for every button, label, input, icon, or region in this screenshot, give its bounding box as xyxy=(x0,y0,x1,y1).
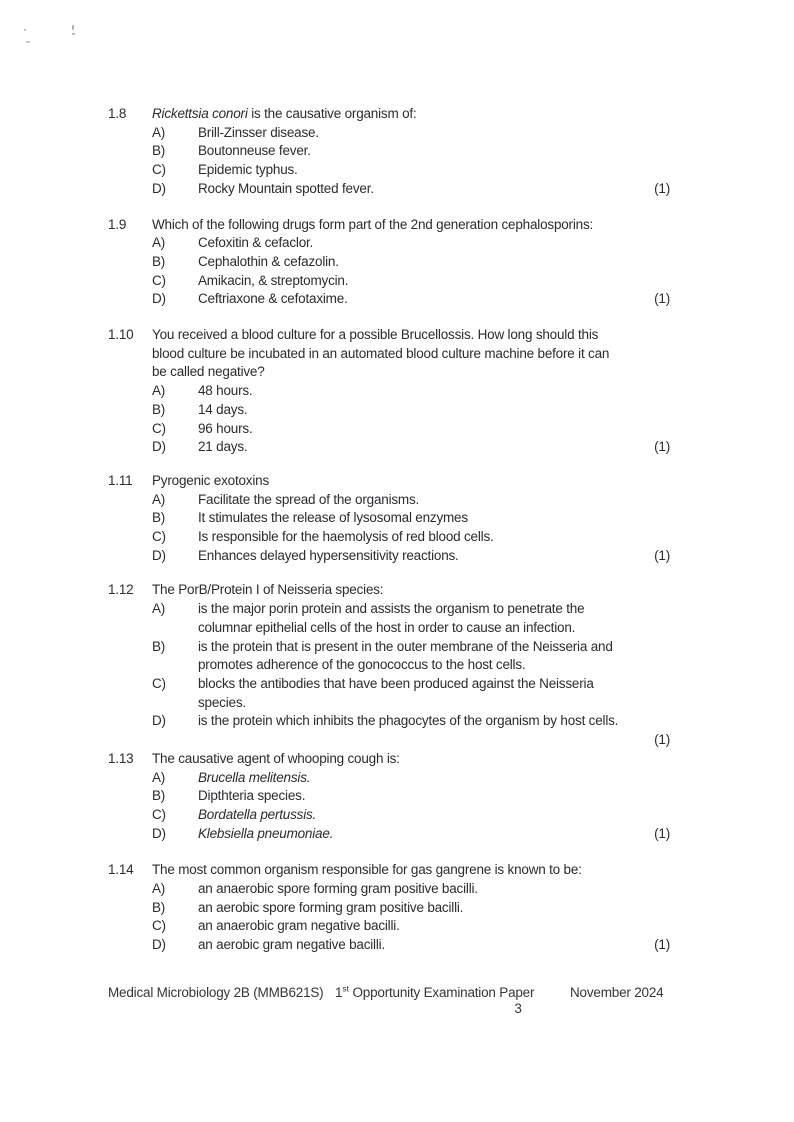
option-B xyxy=(152,899,670,918)
option-text xyxy=(198,161,670,180)
option-text-line: Amikacin, & streptomycin. xyxy=(198,272,349,288)
stem-line xyxy=(152,216,670,235)
option-text-line: an aerobic gram negative bacilli. xyxy=(198,937,386,953)
option-letter: B) xyxy=(152,788,166,804)
option-text xyxy=(198,234,670,253)
scan-artifact xyxy=(72,33,75,35)
question-1.12 xyxy=(108,581,670,749)
option-text-line: blocks the antibodies that have been produced against the Neisseria xyxy=(198,675,594,691)
option-A xyxy=(152,491,670,510)
option-C xyxy=(152,528,670,547)
option-letter: C) xyxy=(152,420,166,436)
option-text-line: columnar epithelial cells of the host in order to cause an infection. xyxy=(198,619,576,635)
option-text xyxy=(198,675,670,712)
question-number: 1.11 xyxy=(108,472,133,488)
stem-line xyxy=(152,326,670,345)
option-text xyxy=(198,825,670,844)
option-text-line: an anaerobic spore forming gram positive bacilli. xyxy=(198,881,478,897)
stem-segment: Which of the following drugs form part of the 2nd generation cephalosporins: xyxy=(152,216,594,232)
option-A xyxy=(152,880,670,899)
question-1.10 xyxy=(108,326,670,457)
stem-segment: is the causative organism of: xyxy=(247,106,417,121)
option-text-line: 96 hours. xyxy=(198,420,253,436)
question-stem xyxy=(152,472,670,491)
ordinal-suffix: st xyxy=(342,983,349,994)
question-number: 1.9 xyxy=(108,216,127,232)
option-text-line: Bordatella pertussis. xyxy=(198,806,317,822)
option-text xyxy=(198,180,670,199)
stem-segment: The most common organism responsible for gas gangrene is known to be: xyxy=(152,862,582,878)
marks-badge: (1) xyxy=(654,180,670,196)
stem-segment: Pyrogenic exotoxins xyxy=(152,472,270,488)
option-text xyxy=(198,787,670,806)
option-D xyxy=(152,712,670,731)
question-body xyxy=(152,861,670,955)
stem-segment: blood culture be incubated in an automated blood culture machine before it can xyxy=(152,345,610,361)
option-text xyxy=(198,712,670,731)
option-letter: B) xyxy=(152,401,166,417)
question-1.8 xyxy=(108,105,670,199)
option-C xyxy=(152,917,670,936)
marks-row xyxy=(152,731,670,750)
option-text-line: It stimulates the release of lysosomal enzymes xyxy=(198,510,468,526)
scan-artifact xyxy=(72,25,74,30)
question-stem xyxy=(152,326,670,382)
option-text xyxy=(198,899,670,918)
option-text xyxy=(198,547,670,566)
option-A xyxy=(152,382,670,401)
option-letter: B) xyxy=(152,143,166,159)
option-letter: A) xyxy=(152,124,166,140)
option-A xyxy=(152,234,670,253)
option-B xyxy=(152,787,670,806)
stem-line xyxy=(152,581,670,600)
option-B xyxy=(152,401,670,420)
question-number: 1.13 xyxy=(108,750,134,766)
option-letter: D) xyxy=(152,439,166,455)
option-C xyxy=(152,272,670,291)
option-text xyxy=(198,272,670,291)
option-text xyxy=(198,401,670,420)
stem-line xyxy=(152,345,670,364)
option-text-line: 21 days. xyxy=(198,439,248,455)
paper-label-text: Opportunity Examination Paper xyxy=(348,985,535,1000)
marks-badge: (1) xyxy=(654,732,670,748)
scan-artifact xyxy=(24,29,26,31)
option-text-line: is the protein which inhibits the phagocytes of the organism by host cells. xyxy=(198,713,619,729)
option-text xyxy=(198,382,670,401)
option-letter: D) xyxy=(152,713,166,729)
option-text-line: species. xyxy=(198,694,246,710)
option-text xyxy=(198,806,670,825)
option-C xyxy=(152,806,670,825)
marks-badge: (1) xyxy=(654,291,670,307)
option-letter: C) xyxy=(152,675,166,691)
option-C xyxy=(152,420,670,439)
question-body xyxy=(152,581,670,749)
option-letter: C) xyxy=(152,272,166,288)
question-body xyxy=(152,105,670,199)
question-number: 1.12 xyxy=(108,582,134,598)
marks-badge: (1) xyxy=(654,937,670,953)
option-letter: C) xyxy=(152,162,166,178)
question-1.14 xyxy=(108,861,670,955)
option-text xyxy=(198,142,670,161)
option-B xyxy=(152,509,670,528)
option-text-line: Ceftriaxone & cefotaxime. xyxy=(198,291,348,307)
stem-line xyxy=(152,105,670,124)
option-text xyxy=(198,638,670,675)
question-1.9 xyxy=(108,216,670,310)
question-number: 1.14 xyxy=(108,862,134,878)
option-letter: A) xyxy=(152,881,166,897)
option-D xyxy=(152,825,670,844)
option-D xyxy=(152,180,670,199)
question-stem xyxy=(152,750,670,769)
option-A xyxy=(152,600,670,637)
question-stem xyxy=(152,581,670,600)
option-text-line: Facilitate the spread of the organisms. xyxy=(198,491,420,507)
option-text-line: an aerobic spore forming gram positive bacilli. xyxy=(198,899,464,915)
option-text xyxy=(198,290,670,309)
option-C xyxy=(152,161,670,180)
question-body xyxy=(152,472,670,566)
paper-ordinal-number: 1 xyxy=(335,985,343,1000)
stem-line xyxy=(152,472,670,491)
question-stem xyxy=(152,216,670,235)
option-text xyxy=(198,124,670,143)
option-text xyxy=(198,600,670,637)
option-text-line: 48 hours. xyxy=(198,383,253,399)
question-stem xyxy=(152,105,670,124)
stem-segment: The causative agent of whooping cough is: xyxy=(152,750,400,766)
option-text xyxy=(198,438,670,457)
option-text-line: Rocky Mountain spotted fever. xyxy=(198,180,374,196)
question-body xyxy=(152,750,670,844)
question-body xyxy=(152,326,670,457)
marks-badge: (1) xyxy=(654,825,670,841)
option-letter: D) xyxy=(152,825,166,841)
marks-badge: (1) xyxy=(654,547,670,563)
option-text xyxy=(198,253,670,272)
option-B xyxy=(152,142,670,161)
marks-badge: (1) xyxy=(654,439,670,455)
stem-segment: be called negative? xyxy=(152,364,265,380)
scan-artifact xyxy=(26,41,30,43)
option-letter: A) xyxy=(152,235,166,251)
question-stem xyxy=(152,861,670,880)
page-number: 3 xyxy=(514,1001,522,1016)
question-list xyxy=(108,105,670,955)
question-1.13 xyxy=(108,750,670,844)
option-D xyxy=(152,438,670,457)
option-letter: D) xyxy=(152,547,166,563)
option-text-line: is the major porin protein and assists the organism to penetrate the xyxy=(198,601,585,617)
option-D xyxy=(152,547,670,566)
option-text-line: Dipthteria species. xyxy=(198,788,306,804)
question-body xyxy=(152,216,670,310)
footer-course-label: Medical Microbiology 2B (MMB621S) xyxy=(108,985,324,1000)
option-letter: D) xyxy=(152,291,166,307)
option-letter: A) xyxy=(152,769,166,785)
option-letter: B) xyxy=(152,899,166,915)
option-text-line: is the protein that is present in the outer membrane of the Neisseria and xyxy=(198,638,613,654)
option-letter: B) xyxy=(152,638,166,654)
option-text-line: Is responsible for the haemolysis of red blood cells. xyxy=(198,529,494,545)
option-text-line: Brucella melitensis. xyxy=(198,769,311,785)
option-text-line: Boutonneuse fever. xyxy=(198,143,311,159)
option-letter: D) xyxy=(152,937,166,953)
option-letter: A) xyxy=(152,601,166,617)
option-text-line: Brill-Zinsser disease. xyxy=(198,124,319,140)
stem-line xyxy=(152,363,670,382)
option-letter: A) xyxy=(152,491,166,507)
option-text xyxy=(198,917,670,936)
stem-segment: The PorB/Protein I of Neisseria species: xyxy=(152,582,384,598)
footer-date-label: November 2024 xyxy=(570,985,664,1000)
option-text-line: Enhances delayed hypersensitivity reactions. xyxy=(198,547,459,563)
option-letter: A) xyxy=(152,383,166,399)
question-number: 1.8 xyxy=(108,106,127,121)
option-D xyxy=(152,290,670,309)
option-D xyxy=(152,936,670,955)
option-text-line: Epidemic typhus. xyxy=(198,162,298,178)
option-A xyxy=(152,124,670,143)
option-text-line: Klebsiella pneumoniae. xyxy=(198,825,334,841)
page-footer xyxy=(108,984,670,1004)
option-text xyxy=(198,491,670,510)
option-text-line: Cefoxitin & cefaclor. xyxy=(198,235,314,251)
option-C xyxy=(152,675,670,712)
option-B xyxy=(152,253,670,272)
option-A xyxy=(152,769,670,788)
option-text-line: an anaerobic gram negative bacilli. xyxy=(198,918,400,934)
option-text-line: promotes adherence of the gonococcus to the host cells. xyxy=(198,657,526,673)
stem-segment: You received a blood culture for a possible Brucellossis. How long should this xyxy=(152,327,599,343)
option-letter: C) xyxy=(152,918,166,934)
stem-line xyxy=(152,750,670,769)
option-text xyxy=(198,936,670,955)
option-text-line: 14 days. xyxy=(198,401,248,417)
stem-segment: Rickettsia conori xyxy=(152,106,248,121)
option-letter: C) xyxy=(152,529,166,545)
question-1.11 xyxy=(108,472,670,566)
option-letter: B) xyxy=(152,253,166,269)
option-letter: B) xyxy=(152,510,166,526)
option-text xyxy=(198,509,670,528)
footer-paper-label xyxy=(335,984,534,1003)
option-text xyxy=(198,420,670,439)
option-letter: D) xyxy=(152,180,166,196)
option-text xyxy=(198,880,670,899)
question-number: 1.10 xyxy=(108,327,134,343)
option-letter: C) xyxy=(152,806,166,822)
option-text xyxy=(198,769,670,788)
option-text xyxy=(198,528,670,547)
stem-line xyxy=(152,861,670,880)
option-B xyxy=(152,638,670,675)
option-text-line: Cephalothin & cefazolin. xyxy=(198,253,339,269)
